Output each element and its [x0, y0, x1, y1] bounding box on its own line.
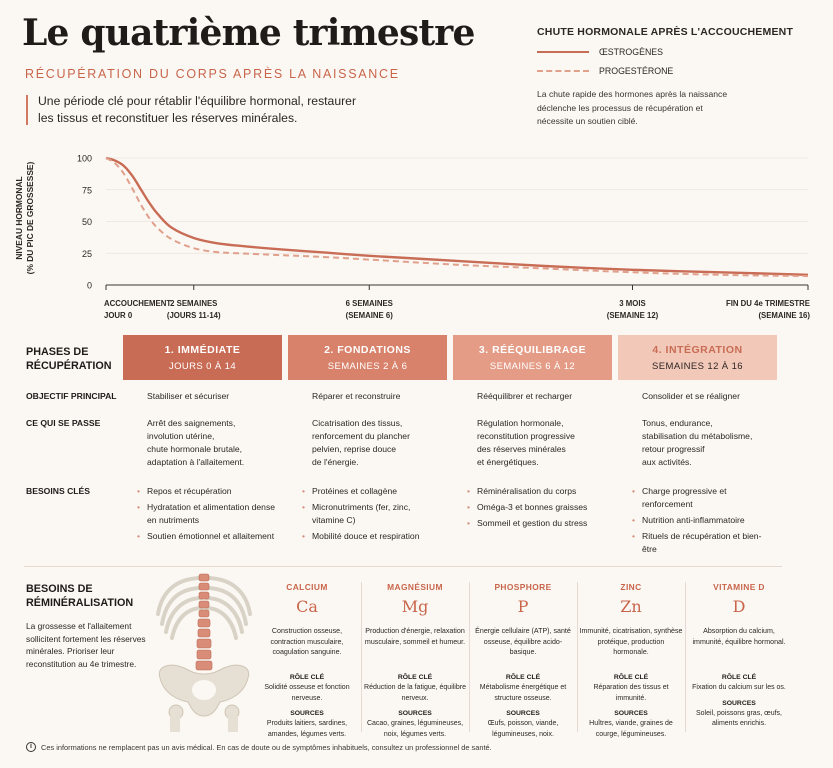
- phase-quoi: [477, 417, 575, 469]
- y-axis-label-line2: (% DU PIC DE GROSSESSE): [25, 161, 35, 275]
- x-tick-line1: FIN DU 4e TRIMESTRE: [725, 299, 810, 308]
- phase-quoi-line: Cicatrisation des tissus,: [312, 418, 403, 428]
- phase-quoi-line: et énergétiques.: [477, 457, 539, 467]
- mineral-role: Réduction de la fatigue, équilibre nerveux.: [364, 684, 466, 702]
- mineral-divider: [361, 582, 362, 732]
- besoin-item: • Sommeil et gestion du stress: [467, 517, 607, 530]
- besoin-item: • Charge progressive et renforcement: [632, 485, 772, 511]
- row-label-objectif: OBJECTIF PRINCIPAL: [26, 391, 117, 401]
- chart-legend: [537, 26, 827, 129]
- role-label: RÔLE CLÉ: [613, 674, 649, 681]
- phase-name: 4. INTÉGRATION: [652, 344, 743, 356]
- role-label: RÔLE CLÉ: [289, 674, 325, 681]
- y-tick-label: 25: [81, 248, 92, 259]
- mineral-role: Réparation des tissus et immunité.: [593, 684, 669, 702]
- mineral-description: Immunité, cicatrisation, synthèse protéique, production hormonale.: [579, 627, 683, 657]
- mineral-description: Construction osseuse, contraction musculaire, coagulation sanguine.: [270, 627, 344, 657]
- legend-note: La chute rapide des hormones après la naissance déclenche les processus de récupération et nécessite un soutien ciblé.: [537, 89, 728, 126]
- besoin-item: • Soutien émotionnel et allaitement: [137, 530, 277, 543]
- mineral-symbol: Zn: [620, 597, 642, 616]
- mineral-symbol: D: [732, 597, 746, 616]
- mineral-symbol: P: [517, 597, 529, 616]
- section-divider: [24, 566, 782, 567]
- remineralisation-text: La grossesse et l'allaitement sollicitent fortement les réserves minérales. Prioriser leur reconstitution au 4e trimestre.: [26, 621, 146, 669]
- role-label: RÔLE CLÉ: [505, 674, 541, 681]
- legend-title: CHUTE HORMONALE APRÈS L'ACCOUCHEMENT: [537, 26, 794, 38]
- mineral-divider: [685, 582, 686, 732]
- phase-quoi-line: Arrêt des saignements,: [147, 418, 236, 428]
- phase-objectif: Stabiliser et sécuriser: [147, 391, 230, 401]
- x-tick-line1: 2 SEMAINES: [170, 299, 218, 308]
- besoin-item: • Rituels de récupération et bien-être: [632, 530, 772, 556]
- phase-quoi-line: pelvien, reprise douce: [312, 444, 397, 454]
- phase-quoi: [312, 417, 410, 469]
- phase-besoins: [302, 485, 442, 546]
- mineral-symbol: Mg: [401, 597, 429, 616]
- phase-range: JOURS 0 À 14: [168, 361, 237, 372]
- series-line-progesterone: [106, 158, 808, 276]
- besoin-item: • Nutrition anti-inflammatoire: [632, 514, 772, 527]
- sources-label: SOURCES: [290, 710, 324, 717]
- intro-text: Une période clé pour rétablir l'équilibre hormonal, restaurer les tissus et reconstituer les réserves minérales.: [38, 94, 357, 125]
- page-title: Le quatrième trimestre: [22, 12, 475, 54]
- phase-quoi: [147, 417, 244, 469]
- phase-quoi-line: chute hormonale brutale,: [147, 444, 243, 454]
- disclaimer: [26, 742, 492, 752]
- phase-quoi-line: Tonus, endurance,: [642, 418, 713, 428]
- legend-label: PROGESTÉRONE: [599, 66, 674, 76]
- x-tick-line2: (SEMAINE 6): [345, 311, 393, 320]
- y-tick-label: 0: [86, 280, 92, 291]
- mineral-zn: [579, 582, 683, 740]
- sources-label: SOURCES: [506, 710, 540, 717]
- mineral-description: Production d'énergie, relaxation musculaire, sommeil et humeur.: [364, 627, 466, 646]
- phase-range: SEMAINES 2 À 6: [327, 361, 408, 372]
- besoin-item: • Oméga-3 et bonnes graisses: [467, 501, 607, 514]
- phase-objectif: Rééquilibrer et recharger: [477, 391, 573, 401]
- phase-objectif: Consolider et se réaligner: [642, 391, 740, 401]
- mineral-name: ZINC: [620, 582, 642, 592]
- besoin-item: • Repos et récupération: [137, 485, 277, 498]
- mineral-name: CALCIUM: [286, 582, 328, 592]
- phase-objectif: Réparer et reconstruire: [312, 391, 401, 401]
- phase-quoi-line: renforcement du plancher: [312, 431, 410, 441]
- x-tick-label: [144, 298, 244, 322]
- mineral-sources: Soleil, poissons gras, œufs, aliments enrichis.: [696, 709, 782, 727]
- phase-range: SEMAINES 6 À 12: [489, 361, 576, 372]
- phase-name: 2. FONDATIONS: [324, 344, 411, 356]
- x-tick-line1: 3 MOIS: [619, 299, 646, 308]
- x-tick-line2: JOUR 0: [104, 311, 133, 320]
- phase-card-2: [288, 335, 447, 380]
- skeleton-illustration: [150, 570, 258, 732]
- mineral-role: Solidité osseuse et fonction nerveuse.: [264, 684, 350, 702]
- mineral-name: MAGNÉSIUM: [387, 582, 443, 592]
- phase-name: 1. IMMÉDIATE: [164, 344, 241, 356]
- legend-item-oestrogenes: [537, 47, 827, 57]
- mineral-sources: Cacao, graines, légumineuses, noix, légumes verts.: [366, 720, 464, 738]
- x-tick-line1: 6 SEMAINES: [345, 299, 393, 308]
- y-tick-label: 75: [81, 185, 92, 196]
- mineral-mg: [363, 582, 467, 740]
- phase-quoi-line: adaptation à l'allaitement.: [147, 457, 245, 467]
- x-tick-label: [726, 298, 810, 322]
- phase-besoins: [467, 485, 607, 533]
- y-tick-label: 100: [76, 153, 92, 164]
- page-subtitle: RÉCUPÉRATION DU CORPS APRÈS LA NAISSANCE: [25, 67, 400, 81]
- mineral-d: [687, 582, 791, 730]
- besoin-item: • Hydratation et alimentation dense en nutriments: [137, 501, 277, 527]
- mineral-sources: Huîtres, viande, graines de courge, légumineuses.: [589, 720, 673, 738]
- disclaimer-text: Ces informations ne remplacent pas un avis médical. En cas de doute ou de symptômes inhabituels, consultez un professionnel de santé.: [41, 742, 492, 752]
- phase-quoi-line: aux activités.: [642, 457, 692, 467]
- role-label: RÔLE CLÉ: [397, 674, 433, 681]
- phases-heading: PHASES DE RÉCUPÉRATION: [26, 346, 112, 372]
- phase-quoi-line: de l'énergie.: [312, 457, 359, 467]
- besoin-item: • Micronutriments (fer, zinc, vitamine C): [302, 501, 442, 527]
- phase-quoi: [642, 417, 752, 469]
- mineral-description: Énergie cellulaire (ATP), santé osseuse, équilibre acido-basique.: [475, 627, 571, 657]
- hormone-line-chart: [20, 148, 820, 298]
- phase-besoins: [632, 485, 772, 559]
- mineral-name: VITAMINE D: [713, 582, 765, 592]
- mineral-divider: [577, 582, 578, 732]
- role-label: RÔLE CLÉ: [721, 674, 757, 681]
- besoin-item: • Mobilité douce et respiration: [302, 530, 442, 543]
- row-label-quoi: CE QUI SE PASSE: [26, 418, 101, 428]
- mineral-name: PHOSPHORE: [494, 582, 552, 592]
- x-tick-line2: (SEMAINE 12): [606, 311, 659, 320]
- mineral-sources: Œufs, poisson, viande, légumineuses, noix.: [487, 720, 559, 738]
- mineral-role: Fixation du calcium sur les os.: [692, 684, 786, 691]
- sources-label: SOURCES: [614, 710, 648, 717]
- phase-besoins: [137, 485, 277, 546]
- legend-dashed-line: [537, 70, 589, 72]
- x-tick-line1: ACCOUCHEMENT: [104, 299, 172, 308]
- mineral-p: [471, 582, 575, 740]
- phase-quoi-line: retour progressif: [642, 444, 705, 454]
- y-tick-label: 50: [81, 217, 92, 227]
- phase-quoi-line: des réserves minérales: [477, 444, 566, 454]
- x-tick-line2: (JOURS 11-14): [166, 311, 221, 320]
- mineral-sources: Produits laitiers, sardines, amandes, légumes verts.: [266, 720, 348, 738]
- sources-label: SOURCES: [722, 699, 756, 707]
- row-label-besoins: BESOINS CLÉS: [26, 486, 90, 496]
- legend-solid-line: [537, 51, 589, 53]
- x-tick-label: [319, 298, 419, 322]
- info-icon: i: [26, 742, 36, 752]
- series-line-oestrogenes: [106, 158, 808, 275]
- legend-item-progesterone: [537, 66, 827, 76]
- mineral-role: Métabolisme énergétique et structure osseuse.: [479, 684, 567, 702]
- phase-range: SEMAINES 12 À 16: [652, 361, 743, 372]
- intro-accent-bar: [26, 95, 28, 125]
- phase-name: 3. RÉÉQUILIBRAGE: [478, 344, 587, 356]
- phase-quoi-line: reconstitution progressive: [477, 431, 575, 441]
- phase-card-1: [123, 335, 282, 380]
- phase-quoi-line: stabilisation du métabolisme,: [642, 431, 753, 441]
- x-tick-line2: (SEMAINE 16): [758, 311, 810, 320]
- sources-label: SOURCES: [398, 710, 432, 717]
- phase-card-4: [618, 335, 777, 380]
- besoin-item: • Réminéralisation du corps: [467, 485, 607, 498]
- remineralisation-heading: BESOINS DE RÉMINÉRALISATION: [26, 583, 134, 609]
- x-tick-label: [583, 298, 683, 322]
- legend-label: ŒSTROGÈNES: [599, 47, 664, 57]
- besoin-item: • Protéines et collagène: [302, 485, 442, 498]
- mineral-divider: [469, 582, 470, 732]
- mineral-ca: [255, 582, 359, 740]
- phase-card-3: [453, 335, 612, 380]
- mineral-symbol: Ca: [296, 597, 318, 616]
- phase-quoi-line: involution utérine,: [147, 431, 215, 441]
- mineral-description: Absorption du calcium, immunité, équilibre hormonal.: [692, 627, 786, 646]
- phase-quoi-line: Régulation hormonale,: [477, 418, 564, 428]
- y-axis-label-line1: NIVEAU HORMONAL: [14, 176, 24, 260]
